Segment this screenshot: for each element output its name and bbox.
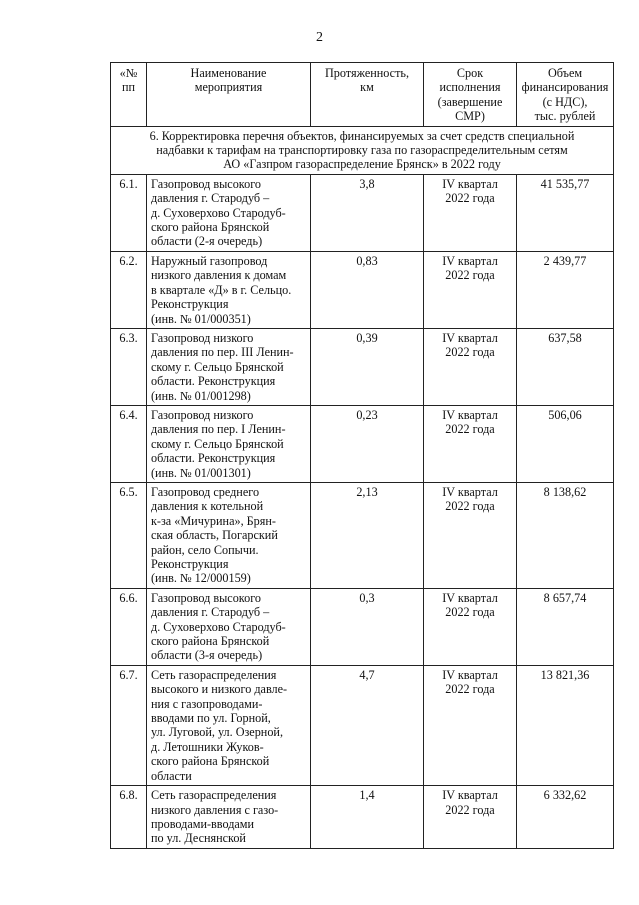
table-row <box>111 665 614 785</box>
row-finance: 506,06 <box>517 405 614 482</box>
row-term: IV квартал 2022 года <box>424 588 517 665</box>
row-name: Газопровод высокого давления г. Стародуб – д. Суховерхово Стародуб- ского района Брянской области (2-я очередь) <box>147 174 311 251</box>
table-header-row <box>111 63 614 127</box>
row-length: 0,83 <box>311 251 424 328</box>
table-row <box>111 174 614 251</box>
table-row <box>111 405 614 482</box>
header-name: Наименование мероприятия <box>147 63 311 127</box>
row-finance: 8 657,74 <box>517 588 614 665</box>
row-finance: 8 138,62 <box>517 482 614 588</box>
row-term: IV квартал 2022 года <box>424 665 517 785</box>
row-finance: 637,58 <box>517 328 614 405</box>
row-name: Сеть газораспределения высокого и низкого давле- ния с газопроводами- вводами по ул. Горной, ул. Луговой, ул. Озерной, д. Летошники Жуков- ского района Брянской области <box>147 665 311 785</box>
table-row <box>111 786 614 849</box>
row-length: 2,13 <box>311 482 424 588</box>
row-num: 6.1. <box>111 174 147 251</box>
row-finance: 6 332,62 <box>517 786 614 849</box>
row-name: Газопровод среднего давления к котельной к-за «Мичурина», Брян- ская область, Погарский район, село Сопычи. Реконструкция (инв. № 12/000159) <box>147 482 311 588</box>
row-name: Газопровод низкого давления по пер. III Ленин- скому г. Сельцо Брянской области. Реконструкция (инв. № 01/001298) <box>147 328 311 405</box>
row-num: 6.7. <box>111 665 147 785</box>
row-name: Газопровод высокого давления г. Стародуб – д. Суховерхово Стародуб- ского района Брянской области (3-я очередь) <box>147 588 311 665</box>
row-term: IV квартал 2022 года <box>424 405 517 482</box>
row-num: 6.5. <box>111 482 147 588</box>
row-num: 6.3. <box>111 328 147 405</box>
row-term: IV квартал 2022 года <box>424 251 517 328</box>
row-length: 0,23 <box>311 405 424 482</box>
page-number: 2 <box>316 30 323 45</box>
row-finance: 2 439,77 <box>517 251 614 328</box>
row-num: 6.8. <box>111 786 147 849</box>
row-length: 4,7 <box>311 665 424 785</box>
row-term: IV квартал 2022 года <box>424 786 517 849</box>
table-row <box>111 251 614 328</box>
row-length: 0,39 <box>311 328 424 405</box>
section-row <box>111 126 614 174</box>
section-title: 6. Корректировка перечня объектов, финансируемых за счет средств специальной надбавки к тарифам на транспортировку газа по газораспределительным сетям АО «Газпром газораспределение Брянск» в 2022 году <box>111 126 614 174</box>
row-num: 6.6. <box>111 588 147 665</box>
investment-table <box>110 62 614 849</box>
header-num: «№ пп <box>111 63 147 127</box>
table-row <box>111 328 614 405</box>
row-finance: 13 821,36 <box>517 665 614 785</box>
row-name: Сеть газораспределения низкого давления с газо- проводами-вводами по ул. Деснянской <box>147 786 311 849</box>
row-name: Наружный газопровод низкого давления к домам в квартале «Д» в г. Сельцо. Реконструкция (инв. № 01/000351) <box>147 251 311 328</box>
row-name: Газопровод низкого давления по пер. I Ленин- скому г. Сельцо Брянской области. Реконструкция (инв. № 01/001301) <box>147 405 311 482</box>
header-length: Протяженность, км <box>311 63 424 127</box>
row-num: 6.4. <box>111 405 147 482</box>
header-term: Срок исполнения (завершение СМР) <box>424 63 517 127</box>
row-length: 0,3 <box>311 588 424 665</box>
row-finance: 41 535,77 <box>517 174 614 251</box>
row-term: IV квартал 2022 года <box>424 174 517 251</box>
row-num: 6.2. <box>111 251 147 328</box>
table-row <box>111 482 614 588</box>
table-row <box>111 588 614 665</box>
row-length: 1,4 <box>311 786 424 849</box>
header-finance: Объем финансирования (с НДС), тыс. рублей <box>517 63 614 127</box>
row-length: 3,8 <box>311 174 424 251</box>
row-term: IV квартал 2022 года <box>424 328 517 405</box>
row-term: IV квартал 2022 года <box>424 482 517 588</box>
